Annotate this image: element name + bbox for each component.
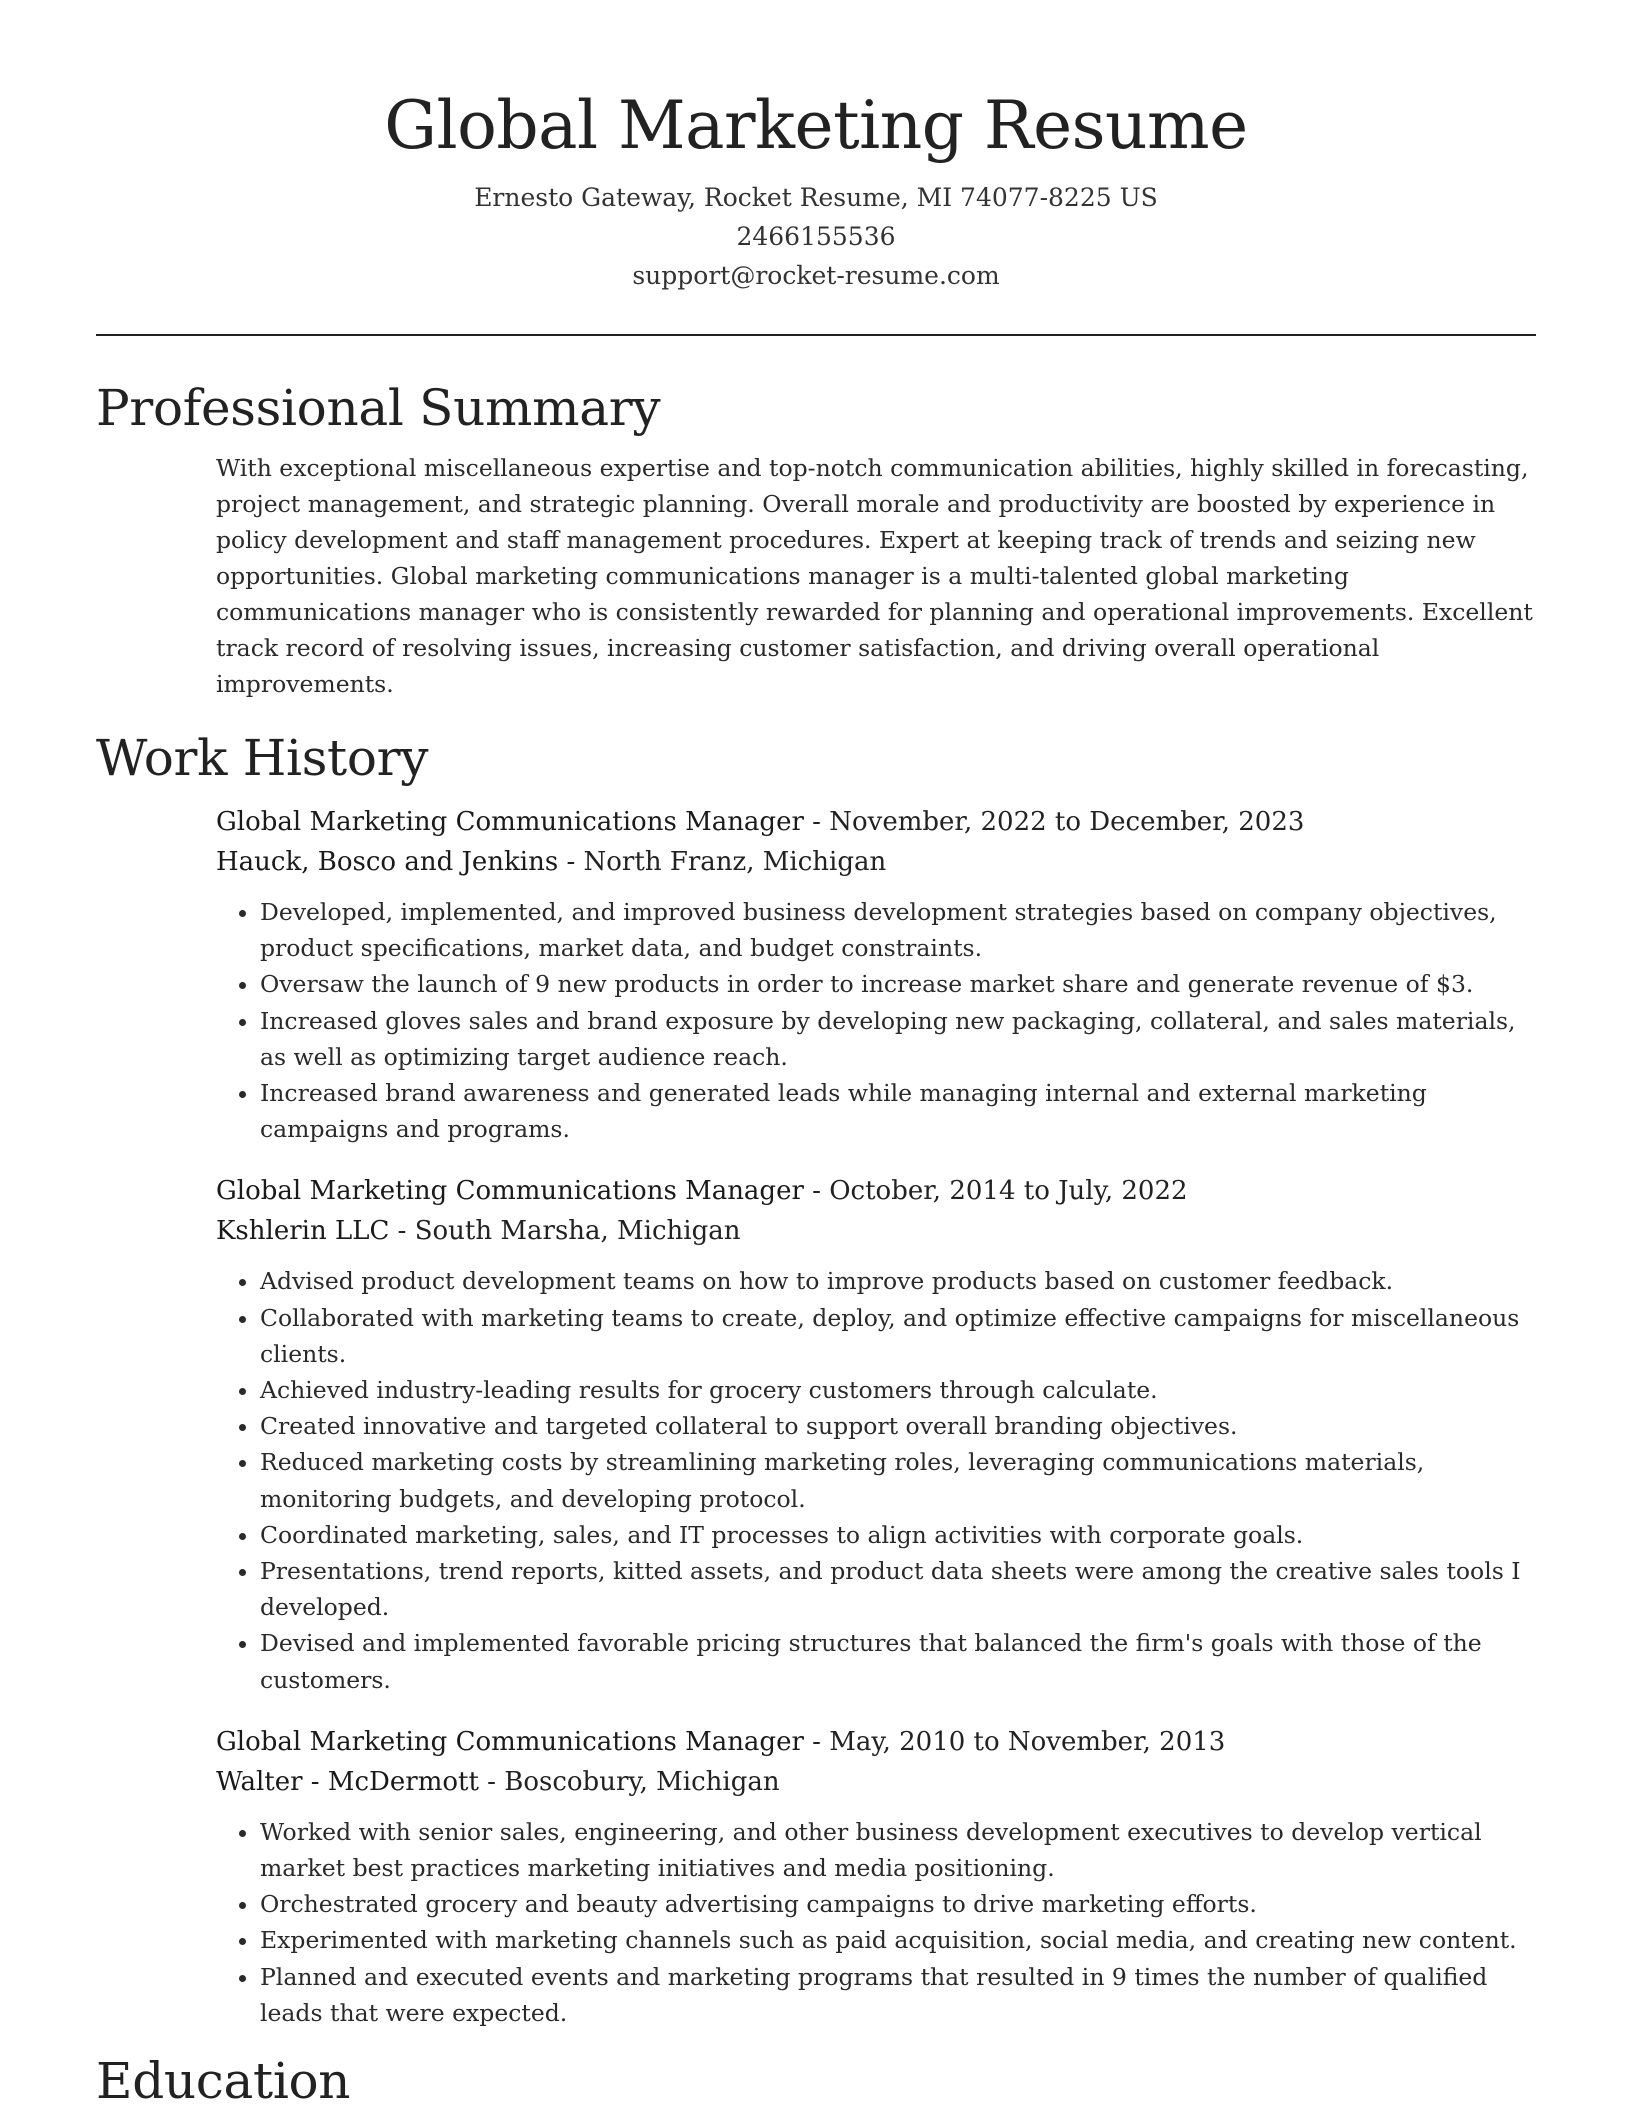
job-dates: - November, 2022 to December, 2023 [803, 807, 1305, 837]
job-position: Global Marketing Communications Manager [216, 1726, 804, 1757]
job-bullet: • Increased gloves sales and brand exposure by developing new packaging, collateral, and sales materials, as well as optimizing target audience reach. [260, 1003, 1536, 1075]
job-position: Global Marketing Communications Manager [216, 1176, 804, 1207]
job-bullet: • Collaborated with marketing teams to create, deploy, and optimize effective campaigns for miscellaneous clients. [260, 1300, 1536, 1372]
job-bullet: • Coordinated marketing, sales, and IT processes to align activities with corporate goals. [260, 1517, 1536, 1553]
job-bullets [216, 894, 1536, 1147]
job-bullet: • Presentations, trend reports, kitted assets, and product data sheets were among the creative sales tools I developed. [260, 1553, 1536, 1625]
job-title-line [216, 802, 1536, 842]
job-bullet: • Advised product development teams on how to improve products based on customer feedback. [260, 1263, 1536, 1299]
address: Ernesto Gateway, Rocket Resume, MI 74077-8225 US [474, 183, 1158, 212]
resume-header [96, 84, 1536, 295]
employer-name: Kshlerin LLC [216, 1216, 390, 1247]
job-bullet: • Planned and executed events and marketing programs that resulted in 9 times the number of qualified leads that were expected. [260, 1959, 1536, 2031]
job-dates: - May, 2010 to November, 2013 [803, 1726, 1226, 1757]
employer-name: Hauck, Bosco and Jenkins [216, 847, 559, 877]
job-bullet: • Increased brand awareness and generated leads while managing internal and external marketing campaigns and programs. [260, 1075, 1536, 1147]
employer-name: Walter - McDermott [216, 1766, 479, 1797]
section-title-education: Education [96, 2052, 351, 2111]
header-divider [96, 334, 1536, 336]
job-bullet: • Worked with senior sales, engineering, and other business development executives to develop vertical market best practices marketing initiatives and media positioning. [260, 1814, 1536, 1886]
employer-location: - Boscobury, Michigan [478, 1766, 780, 1797]
job-dates: - October, 2014 to July, 2022 [803, 1176, 1188, 1207]
email-address: support@rocket-resume.com [632, 261, 1000, 290]
employer-line [216, 1211, 1536, 1251]
contact-block [96, 178, 1536, 295]
job-bullet: • Oversaw the launch of 9 new products in order to increase market share and generate revenue of $3. [260, 966, 1536, 1002]
job-entry [216, 1722, 1536, 2031]
phone-number: 2466155536 [736, 222, 896, 251]
job-title-line [216, 1171, 1536, 1211]
job-bullets [216, 1263, 1536, 1697]
section-title-work-history: Work History [96, 729, 429, 787]
resume-title: Global Marketing Resume [384, 87, 1248, 164]
employer-location: - North Franz, Michigan [558, 847, 887, 877]
employer-location: - South Marsha, Michigan [389, 1216, 741, 1247]
job-bullet: • Achieved industry-leading results for grocery customers through calculate. [260, 1372, 1536, 1408]
job-bullet: • Reduced marketing costs by streamlining marketing roles, leveraging communications materials, monitoring budgets, and developing protocol. [260, 1444, 1536, 1516]
job-bullets [216, 1814, 1536, 2031]
employer-line [216, 842, 1536, 882]
job-position: Global Marketing Communications Manager [216, 807, 804, 837]
job-bullet: • Created innovative and targeted collateral to support overall branding objectives. [260, 1408, 1536, 1444]
job-entry [216, 1171, 1536, 1697]
job-title-line [216, 1722, 1536, 1762]
resume-page [96, 0, 1536, 2113]
job-bullet: • Developed, implemented, and improved business development strategies based on company objectives, product specifications, market data, and budget constraints. [260, 894, 1536, 966]
job-entry [216, 802, 1536, 1147]
section-title-summary: Professional Summary [96, 379, 661, 437]
employer-line [216, 1762, 1536, 1802]
job-bullet: • Devised and implemented favorable pricing structures that balanced the firm's goals with those of the customers. [260, 1625, 1536, 1697]
job-bullet: • Experimented with marketing channels such as paid acquisition, social media, and creating new content. [260, 1922, 1536, 1958]
job-bullet: • Orchestrated grocery and beauty advertising campaigns to drive marketing efforts. [260, 1886, 1536, 1922]
summary-text: With exceptional miscellaneous expertise and top-notch communication abilities, highly skilled in forecasting, project management, and strategic planning. Overall morale and productivity are boosted by experience in policy development and staff management procedures. Expert at keeping track of trends and seizing new opportunities. Global marketing communications manager is a multi-talented global marketing communications manager who is consistently rewarded for planning and operational improvements. Excellent track record of resolving issues, increasing customer satisfaction, and driving overall operational improvements. [216, 454, 1533, 698]
